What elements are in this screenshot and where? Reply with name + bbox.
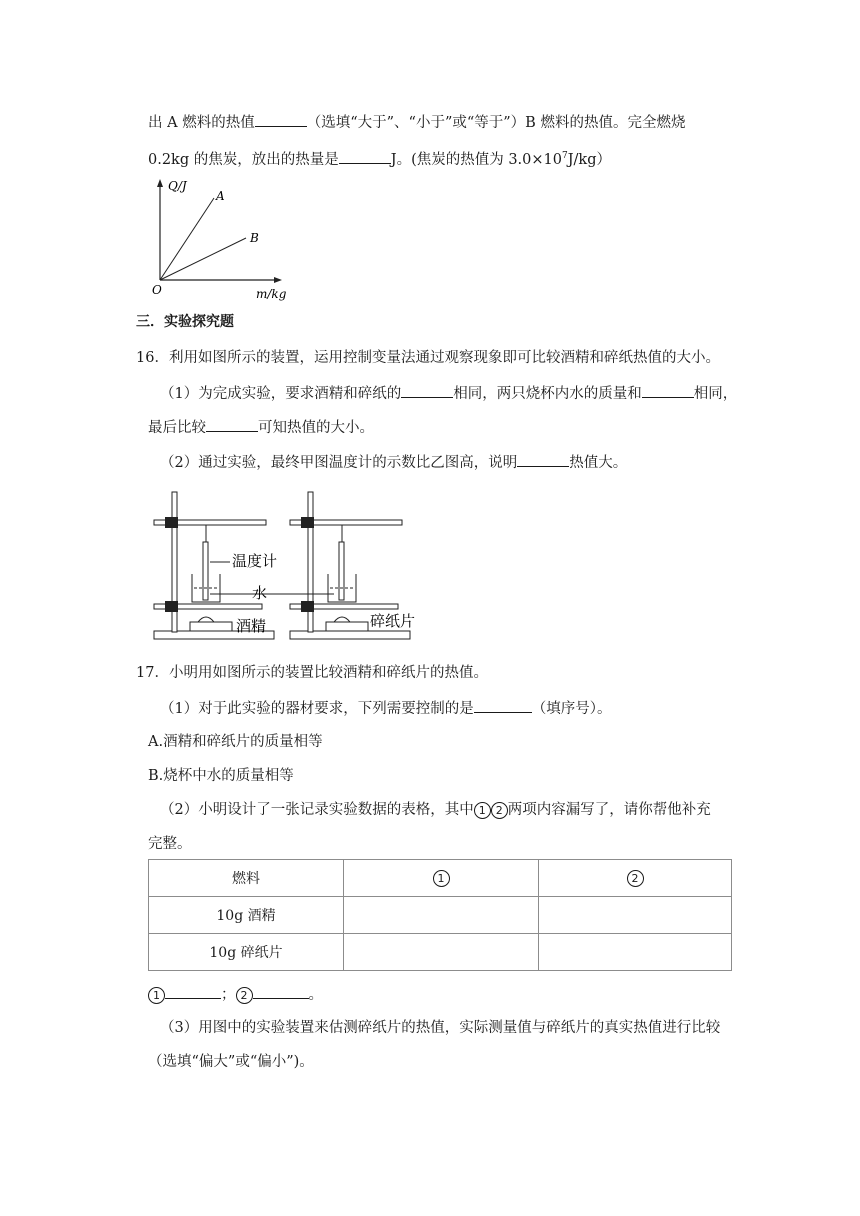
table-row: [149, 897, 732, 934]
q17-text: 两项内容漏写了，请你帮他补充: [507, 802, 711, 818]
q16-text: 相同，两只烧杯内水的质量和: [453, 386, 642, 402]
flame-icon: [198, 617, 214, 622]
thermometer-icon: [339, 542, 344, 600]
line-b-label: B: [250, 231, 259, 245]
circled-number: 2: [491, 802, 508, 819]
heat-mass-graph: [148, 176, 298, 304]
line-b: [160, 238, 246, 280]
clamp-block: [165, 601, 178, 612]
line-a: [160, 198, 214, 280]
q17-text: （1）对于此实验的器材要求，下列需要控制的是: [160, 701, 474, 717]
circled-number: 1: [474, 802, 491, 819]
table-header: 燃料: [149, 860, 344, 897]
circled-number: 1: [433, 870, 450, 887]
answer-blank: [517, 452, 569, 467]
circled-number: 1: [148, 987, 165, 1004]
table-cell: [344, 897, 539, 934]
answer-blank: [642, 383, 694, 398]
water-label: 水: [252, 584, 268, 602]
table-cell: 10g 酒精: [149, 897, 344, 934]
circled-number: 2: [236, 987, 253, 1004]
apparatus-figure: [148, 486, 418, 646]
q15-text-a: 出 A 燃料的热值: [148, 115, 255, 131]
table-cell: [344, 934, 539, 971]
q15-text-b: （选填“大于”、“小于”或“等于”）B 燃料的热值。完全燃烧: [306, 115, 686, 131]
origin-label: O: [152, 283, 162, 297]
q15-line1: [148, 112, 685, 133]
clamp-block: [301, 601, 314, 612]
q16-text: 可知热值的大小。: [258, 420, 374, 436]
option-a: A.酒精和碎纸片的质量相等: [148, 734, 323, 750]
flame-icon: [334, 617, 350, 622]
table-header: [539, 860, 732, 897]
q17-stem: 17．小明用如图所示的装置比较酒精和碎纸片的热值。: [136, 665, 488, 681]
q16-text: （2）通过实验，最终甲图温度计的示数比乙图高，说明: [160, 455, 518, 471]
q17-text: （填序号）。: [531, 701, 612, 717]
q16-stem: 16．利用如图所示的装置，运用控制变量法通过观察现象即可比较酒精和碎纸热值的大小。: [136, 350, 720, 366]
q17-part3-line1: （3）用图中的实验装置来估测碎纸片的热值，实际测量值与碎纸片的真实热值进行比较: [160, 1020, 721, 1036]
burner-base: [326, 622, 368, 631]
separator: ；: [221, 987, 236, 1003]
clamp-block: [301, 517, 314, 528]
q15-line2: [148, 146, 611, 170]
q17-part2-line2: 完整。: [148, 836, 192, 852]
table-header-row: [149, 860, 732, 897]
y-axis-label: Q/J: [168, 179, 187, 193]
q17-text: （2）小明设计了一张记录实验数据的表格，其中: [160, 802, 474, 818]
q16-text: 相同，: [693, 386, 738, 402]
q15-text-e: J/kg）: [567, 151, 612, 168]
q17-part2-line1: [160, 800, 711, 820]
alcohol-label: 酒精: [236, 617, 267, 635]
answer-blank: [165, 984, 221, 999]
q16-part1-line2: [148, 417, 374, 438]
q16-text: 最后比较: [148, 420, 206, 436]
clamp-block: [165, 517, 178, 528]
table-cell: 10g 碎纸片: [149, 934, 344, 971]
paper-label: 碎纸片: [370, 612, 416, 630]
q15-text-c: 0.2kg 的焦炭，放出的热量是: [148, 151, 339, 168]
option-b: B.烧杯中水的质量相等: [148, 768, 294, 784]
answer-blank: [255, 112, 307, 127]
q17-answer-line: [148, 984, 323, 1005]
q16-part2: [160, 452, 627, 473]
q16-text: 热值大。: [569, 455, 628, 471]
x-axis-arrow: [274, 277, 282, 283]
answer-blank: [253, 984, 309, 999]
data-table: [148, 859, 732, 971]
thermometer-icon: [203, 542, 208, 600]
answer-blank: [474, 698, 532, 713]
answer-blank: [206, 417, 258, 432]
period: 。: [308, 987, 323, 1003]
exponent: 7: [562, 151, 568, 161]
answer-blank: [339, 149, 391, 164]
x-axis-label: m/kg: [256, 287, 287, 301]
thermometer-label: 温度计: [232, 552, 278, 570]
circled-number: 2: [627, 870, 644, 887]
q15-text-d: J。(焦炭的热值为 3.0×10: [390, 151, 562, 168]
section-title: 三．实验探究题: [136, 314, 234, 330]
q17-part1: [160, 698, 611, 719]
table-header: [344, 860, 539, 897]
answer-blank: [401, 383, 453, 398]
line-a-label: A: [216, 189, 225, 203]
q17-part3-line2: （选填“偏大”或“偏小”)。: [148, 1054, 314, 1070]
table-cell: [539, 897, 732, 934]
q16-part1-line1: [160, 383, 737, 404]
y-axis-arrow: [157, 179, 163, 187]
table-cell: [539, 934, 732, 971]
q16-text: （1）为完成实验，要求酒精和碎纸的: [160, 386, 402, 402]
table-row: [149, 934, 732, 971]
burner-base: [190, 622, 232, 631]
